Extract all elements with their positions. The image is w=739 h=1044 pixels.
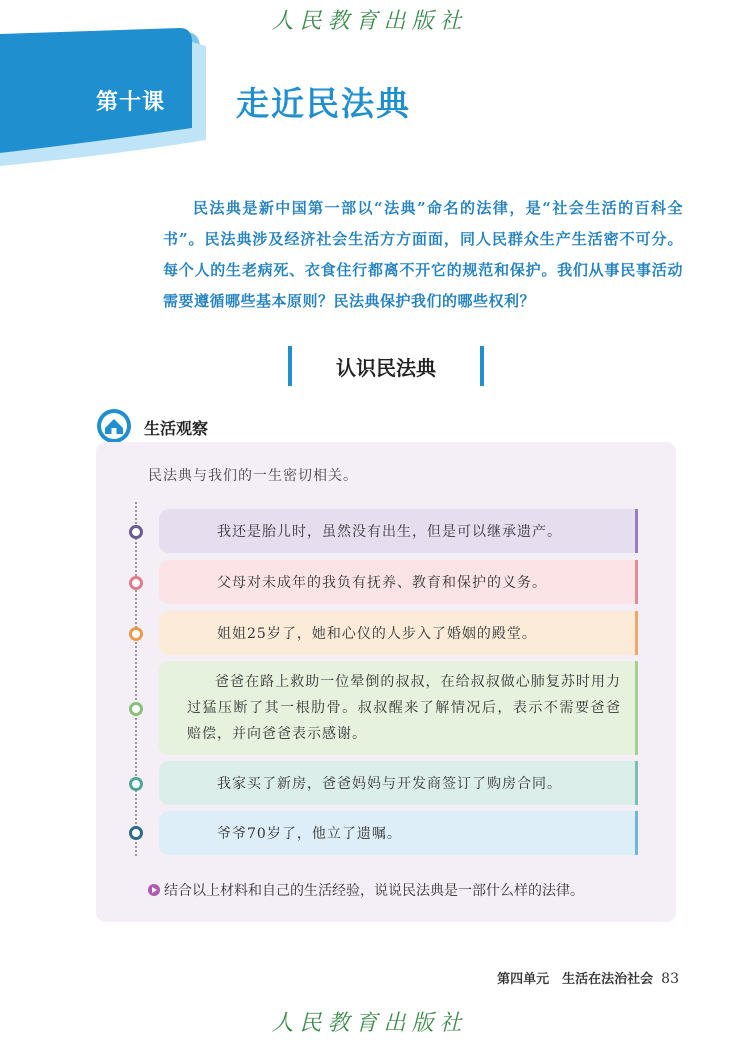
timeline-dot	[129, 576, 143, 590]
timeline-card: 姐姐25岁了，她和心仪的人步入了婚姻的殿堂。	[159, 611, 638, 655]
observation-lead: 民法典与我们的一生密切相关。	[148, 468, 358, 484]
section-title: 认识民法典	[336, 356, 436, 380]
publisher-header: 人民教育出版社	[271, 9, 468, 34]
page-number: 83	[661, 971, 679, 987]
timeline-dot	[129, 777, 143, 791]
timeline-line	[135, 502, 137, 856]
timeline-dot	[129, 627, 143, 641]
timeline-dot	[129, 525, 143, 539]
page-footer	[497, 968, 679, 987]
timeline-card: 爸爸在路上救助一位晕倒的叔叔，在给叔叔做心肺复苏时用力过猛压断了其一根肋骨。叔叔醒来了解情况后，表示不需要爸爸赔偿，并向爸爸表示感谢。	[159, 661, 638, 755]
intro-paragraph: 民法典是新中国第一部以“法典”命名的法律，是“社会生活的百科全书”。民法典涉及经济社会生活方方面面，同人民群众生产生活密不可分。每个人的生老病死、衣食住行都离不开它的规范和保护。我们从事民事活动需要遵循哪些基本原则？民法典保护我们的哪些权利？	[163, 199, 683, 310]
lesson-number: 第十课	[96, 90, 166, 115]
unit-title: 第四单元 生活在法治社会	[497, 972, 654, 987]
play-bullet-icon	[148, 884, 160, 896]
observation-label: 生活观察	[144, 419, 209, 438]
house-icon	[96, 408, 132, 444]
publisher-footer: 人民教育出版社	[271, 1011, 468, 1036]
section-heading	[288, 346, 484, 386]
question-text: 结合以上材料和自己的生活经验，说说民法典是一部什么样的法律。	[164, 883, 584, 899]
timeline-card: 爷爷70岁了，他立了遗嘱。	[159, 811, 638, 855]
discussion-question	[148, 880, 584, 900]
timeline-dot	[129, 826, 143, 840]
lesson-title: 走近民法典	[236, 84, 411, 123]
heading-bar-right	[480, 346, 484, 386]
timeline-dot	[129, 702, 143, 716]
timeline-card: 我家买了新房，爸爸妈妈与开发商签订了购房合同。	[159, 761, 638, 805]
timeline-card: 我还是胎儿时，虽然没有出生，但是可以继承遗产。	[159, 509, 638, 553]
timeline-card: 父母对未成年的我负有抚养、教育和保护的义务。	[159, 560, 638, 604]
